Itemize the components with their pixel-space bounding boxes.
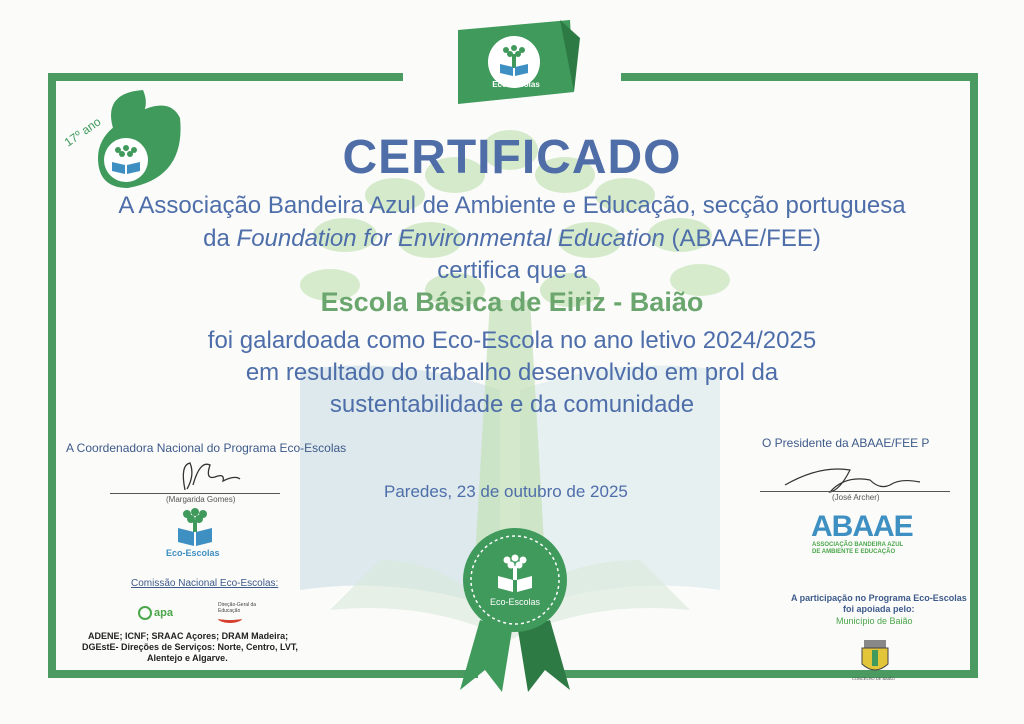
right-signatory-role: O Presidente da ABAAE/FEE P [762,436,930,450]
apa-icon [138,606,152,620]
abaae-subtitle-1: ASSOCIAÇÃO BANDEIRA AZUL [812,542,904,548]
support-line-2: foi apoiada pelo: [843,604,915,614]
apa-logo [138,606,173,620]
abaae-logo: ABAAE [811,510,913,543]
committee-members-1: ADENE; ICNF; SRAAC Açores; DRAM Madeira; [88,631,289,641]
crest-caption: CONCELHO DE BAIÃO [852,676,895,681]
abaae-subtitle-2: DE AMBIENTE E EDUCAÇÃO [812,549,896,555]
award-line-3: sustentabilidade e da comunidade [329,391,695,418]
flag-logo-text: Eco-Escolas [492,80,540,89]
frame-bottom-right [560,670,978,678]
intro-line-2-suffix: (ABAAE/FEE) [671,225,821,252]
right-signature-line [760,491,950,492]
intro-line-2 [0,225,1024,253]
certificate-title: CERTIFICADO [342,131,682,184]
frame-bottom-left [48,670,478,678]
place-date: Paredes, 23 de outubro de 2025 [384,482,628,501]
support-entity: Município de Baião [836,616,913,626]
award-line-2: em resultado do trabalho desenvolvido em prol da [245,359,779,386]
anniversary-label: 17º ano [61,114,104,150]
left-signature [165,455,265,495]
seal-text: Eco-Escolas [489,597,541,607]
eco-escolas-logo-left-text: Eco-Escolas [166,548,220,558]
right-signatory-name: (José Archer) [832,493,880,502]
dge-logo-swoosh [218,614,242,623]
left-signatory-role: A Coordenadora Nacional do Programa Eco-Escolas [66,441,347,455]
dge-logo-label: Direção-Geral da Educação [218,602,257,614]
support-line-1: A participação no Programa Eco-Escolas [791,593,967,603]
eco-escolas-logo-left [170,506,220,548]
intro-line-1: A Associação Bandeira Azul de Ambiente e Educação, secção portuguesa [118,192,906,219]
committee-title: Comissão Nacional Eco-Escolas: [131,578,279,589]
committee-members-2: DGEstE- Direções de Serviços: Norte, Centro, LVT, [82,642,298,652]
eco-escolas-seal [440,520,590,695]
eco-escolas-flag-logo [450,18,582,118]
intro-line-3: certifica que a [437,257,587,284]
dge-logo [218,602,263,623]
foundation-name: Foundation for Environmental Education [236,225,665,252]
apa-logo-label: apa [154,606,173,619]
left-signatory-name: (Margarida Gomes) [166,495,236,504]
committee-members-3: Alentejo e Algarve. [147,653,228,663]
frame-top-right [621,73,978,81]
intro-line-2-prefix: da [203,225,230,252]
school-name: Escola Básica de Eiriz - Baião [320,287,704,317]
frame-top-left [48,73,403,81]
left-signature-line [110,493,280,494]
award-line-1: foi galardoada como Eco-Escola no ano letivo 2024/2025 [207,327,817,354]
